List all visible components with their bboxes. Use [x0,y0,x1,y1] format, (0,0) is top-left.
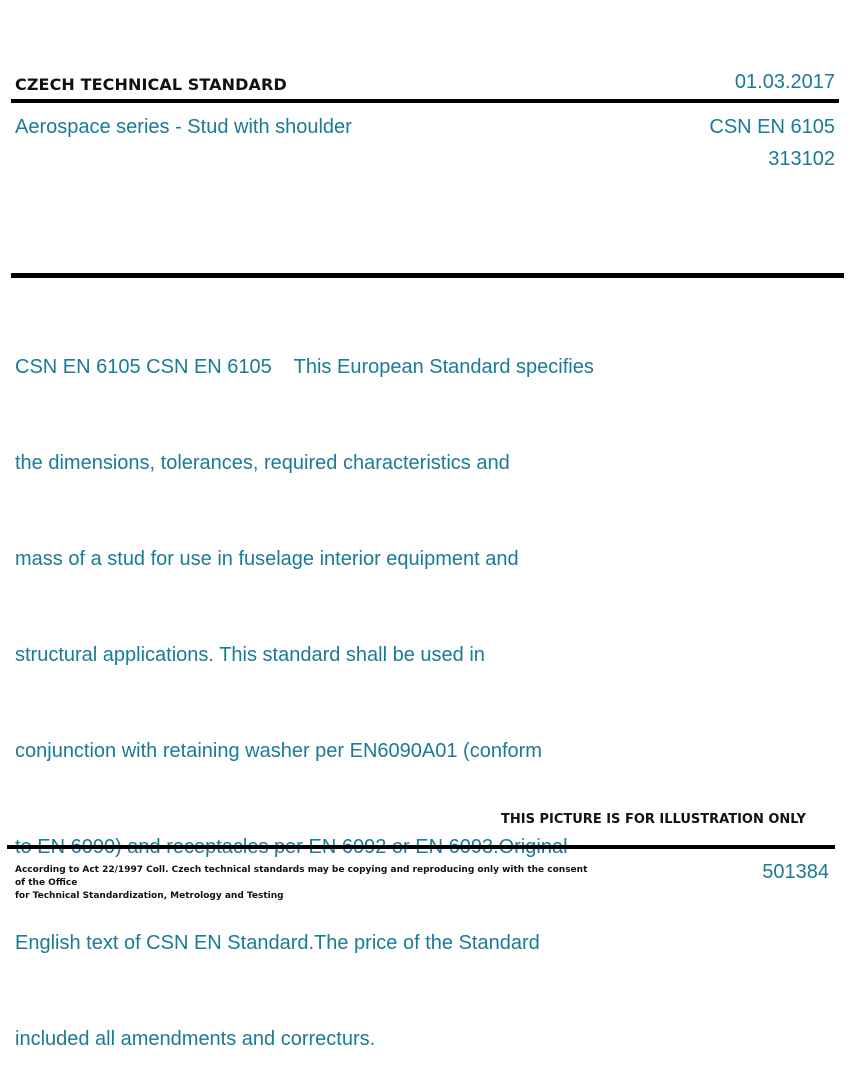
description-line: mass of a stud for use in fuselage interior equipment and [15,548,519,570]
standard-code: CSN EN 6105 [709,116,835,138]
description-line: structural applications. This standard shall be used in [15,644,485,666]
description-line: included all amendments and correcturs. [15,1028,376,1050]
description-line: the dimensions, tolerances, required characteristics and [15,452,510,474]
publication-date: 01.03.2017 [734,71,835,93]
description-line: conjunction with retaining washer per EN6090A01 (conform [15,740,542,762]
description-line: English text of CSN EN Standard.The price of the Standard [15,932,540,954]
illustration-notice: THIS PICTURE IS FOR ILLUSTRATION ONLY [501,812,806,827]
section-divider [11,273,844,278]
document-number: 501384 [762,861,829,883]
standard-description [15,287,645,1087]
header-divider [11,99,839,103]
legal-notice [15,864,595,903]
legal-line: for Technical Standardization, Metrology and Testing [15,891,284,901]
standard-title: Aerospace series - Stud with shoulder [15,116,352,138]
catalog-number: 313102 [768,148,835,170]
description-line: CSN EN 6105 CSN EN 6105 This European Standard specifies [15,356,594,378]
footer-divider [7,845,835,849]
legal-line: According to Act 22/1997 Coll. Czech technical standards may be copying and reproducing only with the consent of the Office [15,865,588,888]
standard-heading: CZECH TECHNICAL STANDARD [15,75,287,94]
